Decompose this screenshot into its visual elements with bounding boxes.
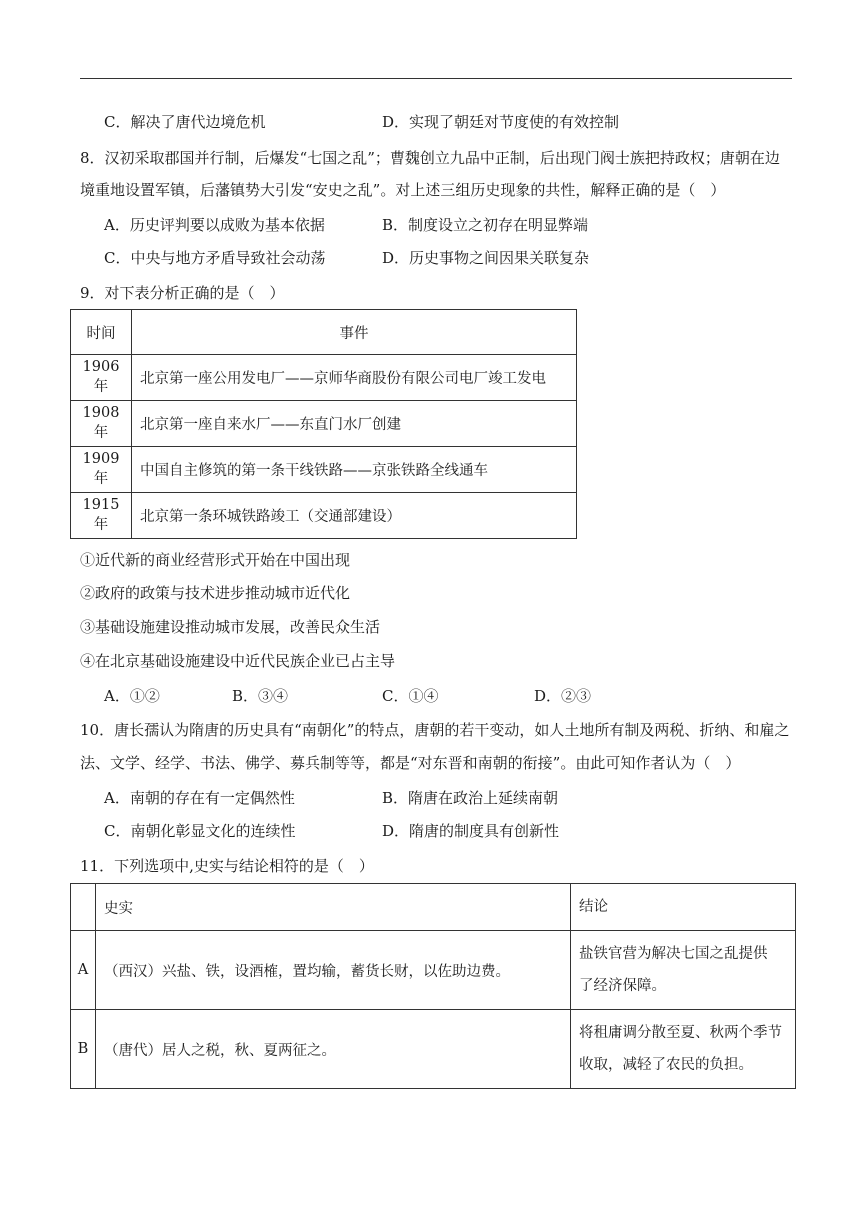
table-cell-conclusion	[571, 931, 796, 1010]
q9-option-c[interactable]: C．①④	[382, 687, 439, 705]
table-cell-id: B	[71, 1010, 96, 1089]
table-header-row	[71, 310, 577, 355]
table-row	[71, 931, 796, 1010]
q9-option-d[interactable]: D．②③	[534, 687, 592, 705]
q11-table	[70, 883, 796, 1089]
table-row	[71, 355, 577, 401]
conclusion-line: 收取，减轻了农民的负担。	[579, 1057, 753, 1073]
conclusion-line: 将租庸调分散至夏、秋两个季节	[579, 1025, 782, 1041]
table-header-conclusion: 结论	[571, 884, 796, 931]
table-cell-event: 北京第一条环城铁路竣工（交通部建设）	[132, 493, 577, 539]
q8-option-a[interactable]: A．历史评判要以成败为基本依据	[104, 216, 325, 234]
q8-option-b[interactable]: B．制度设立之初存在明显弊端	[382, 216, 589, 234]
table-cell-conclusion	[571, 1010, 796, 1089]
table-header-row	[71, 884, 796, 931]
q7-option-c[interactable]: C．解决了唐代边境危机	[104, 113, 266, 131]
q9-stem: 9．对下表分析正确的是（ ）	[80, 284, 285, 302]
table-header-time: 时间	[71, 310, 132, 355]
q9-option-b[interactable]: B．③④	[232, 687, 289, 705]
q8-stem-line2: 境重地设置军镇，后藩镇势大引发“安史之乱”。对上述三组历史现象的共性，解释正确的是（ ）	[80, 181, 726, 199]
table-row	[71, 401, 577, 447]
table-row	[71, 447, 577, 493]
q8-option-c[interactable]: C．中央与地方矛盾导致社会动荡	[104, 249, 326, 267]
table-cell-year: 1906 年	[71, 355, 132, 401]
q9-item-2: ②政府的政策与技术进步推动城市近代化	[80, 584, 351, 602]
q10-option-a[interactable]: A．南朝的存在有一定偶然性	[104, 789, 295, 807]
table-cell-year: 1915 年	[71, 493, 132, 539]
table-cell-event: 北京第一座公用发电厂——京师华商股份有限公司电厂竣工发电	[132, 355, 577, 401]
table-cell-event: 北京第一座自来水厂——东直门水厂创建	[132, 401, 577, 447]
table-header-blank	[71, 884, 96, 931]
q10-option-b[interactable]: B．隋唐在政治上延续南朝	[382, 789, 559, 807]
table-cell-event: 中国自主修筑的第一条干线铁路——京张铁路全线通车	[132, 447, 577, 493]
q8-stem-line1: 8．汉初采取郡国并行制，后爆发“七国之乱”；曹魏创立九品中正制，后出现门阀士族把持政权；唐朝在边	[80, 149, 780, 167]
table-row	[71, 493, 577, 539]
q8-option-d[interactable]: D．历史事物之间因果关联复杂	[382, 249, 590, 267]
q10-option-d[interactable]: D．隋唐的制度具有创新性	[382, 822, 560, 840]
table-cell-fact: （唐代）居人之税，秋、夏两征之。	[96, 1010, 571, 1089]
conclusion-line: 盐铁官营为解决七国之乱提供	[579, 946, 768, 962]
q11-stem: 11．下列选项中,史实与结论相符的是（ ）	[80, 857, 374, 875]
q10-stem-line1: 10．唐长孺认为隋唐的历史具有“南朝化”的特点，唐朝的若干变动，如人土地所有制及两税、折纳、和雇之	[80, 721, 790, 739]
table-cell-fact: （西汉）兴盐、铁，设酒榷，置均输，蓄货长财，以佐助边费。	[96, 931, 571, 1010]
table-header-fact: 史实	[96, 884, 571, 931]
q9-item-1: ①近代新的商业经营形式开始在中国出现	[80, 551, 351, 569]
table-cell-year: 1908 年	[71, 401, 132, 447]
table-cell-id: A	[71, 931, 96, 1010]
conclusion-line: 了经济保障。	[579, 978, 666, 994]
table-row	[71, 1010, 796, 1089]
q9-table	[70, 309, 577, 539]
q7-option-d[interactable]: D．实现了朝廷对节度使的有效控制	[382, 113, 620, 131]
q9-option-a[interactable]: A．①②	[104, 687, 160, 705]
header-rule	[80, 78, 792, 79]
q9-item-4: ④在北京基础设施建设中近代民族企业已占主导	[80, 652, 396, 670]
table-cell-year: 1909 年	[71, 447, 132, 493]
table-header-event: 事件	[132, 310, 577, 355]
q9-item-3: ③基础设施建设推动城市发展，改善民众生活	[80, 618, 381, 636]
q10-stem-line2: 法、文学、经学、书法、佛学、募兵制等等，都是“对东晋和南朝的衔接”。由此可知作者认为（ ）	[80, 754, 741, 772]
q10-option-c[interactable]: C．南朝化彰显文化的连续性	[104, 822, 296, 840]
